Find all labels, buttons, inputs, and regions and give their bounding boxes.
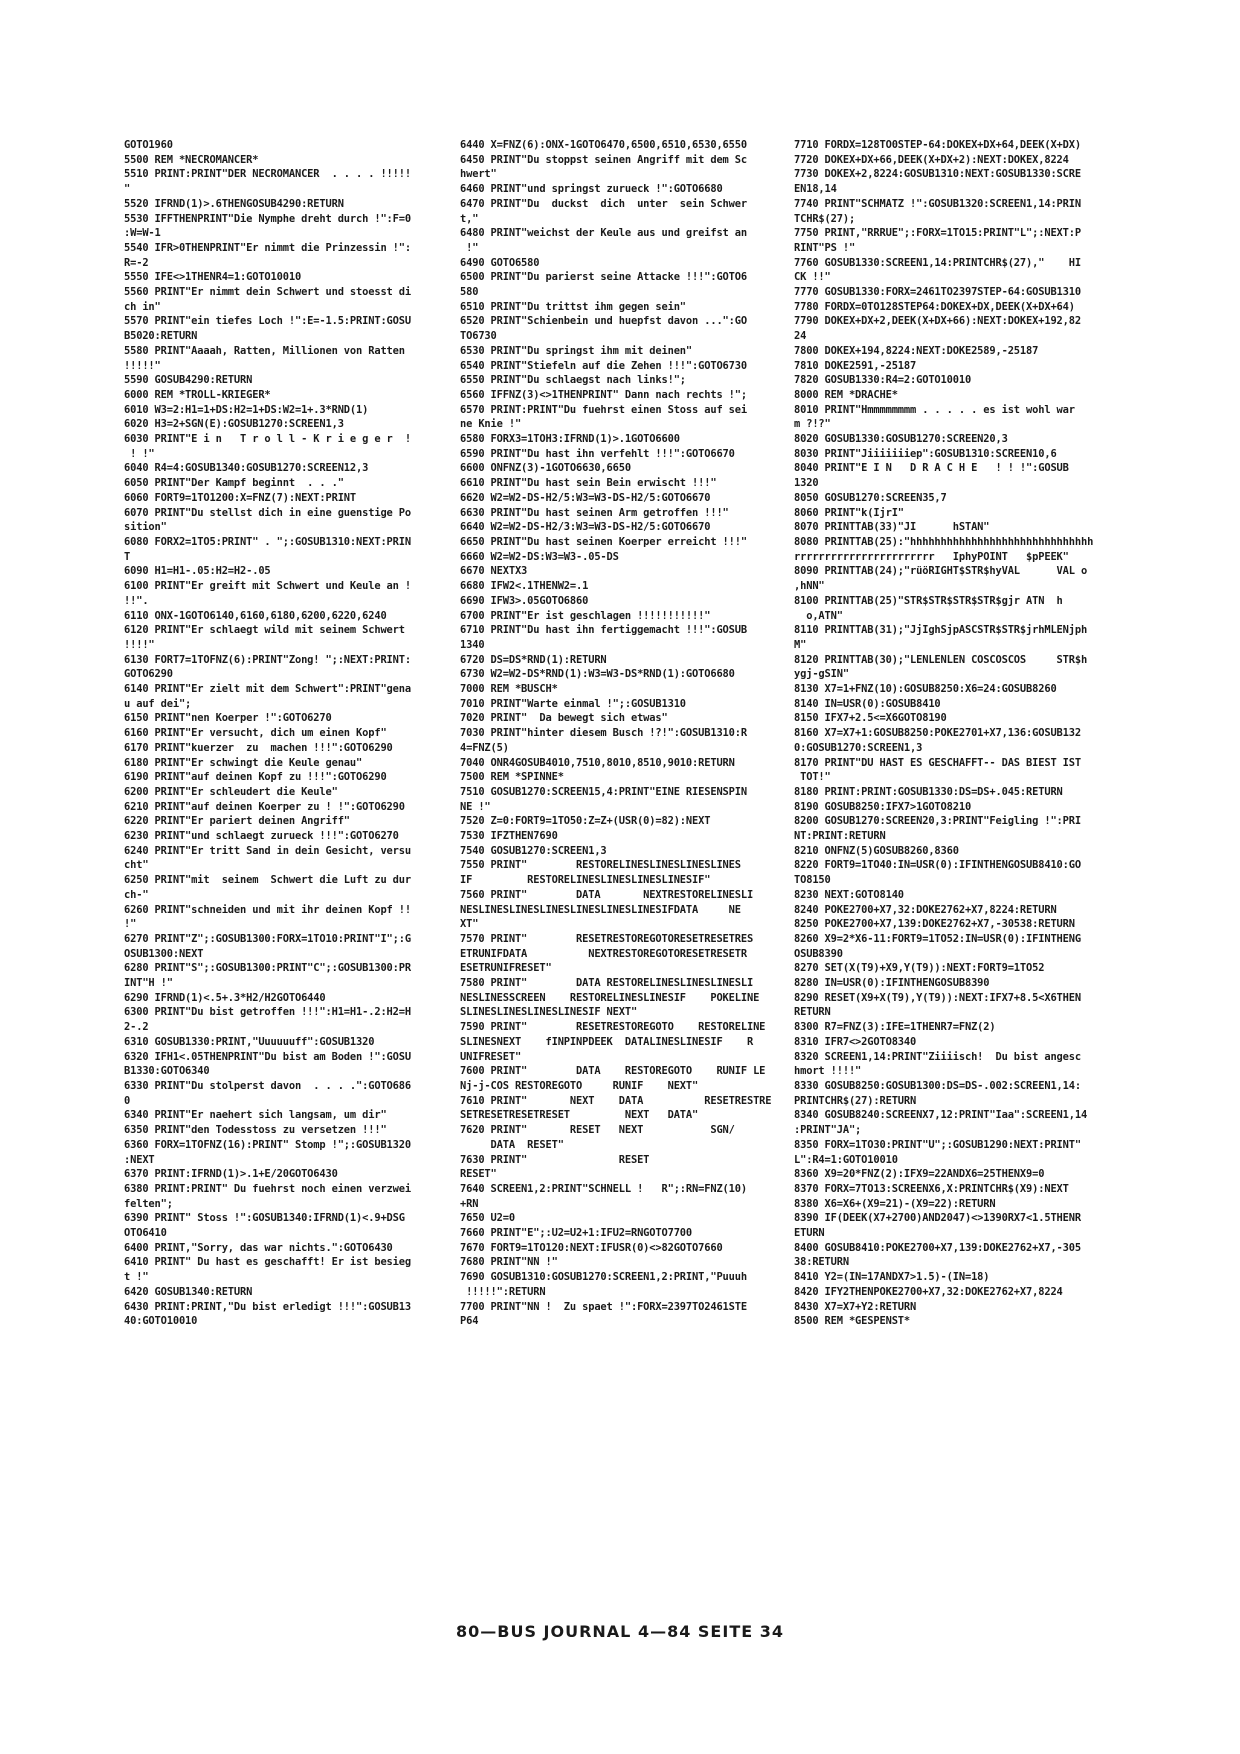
code-line: !" xyxy=(124,918,137,931)
code-line: 8190 GOSUB8250:IFX7>1GOTO8210 xyxy=(794,800,972,813)
code-line: 6240 PRINT"Er tritt Sand in dein Gesicht, versu xyxy=(124,844,411,857)
code-line: cht" xyxy=(124,859,149,872)
code-line: 6350 PRINT"den Todesstoss zu versetzen !!!" xyxy=(124,1124,387,1137)
code-line: 6140 PRINT"Er zielt mit dem Schwert":PRINT"gena xyxy=(124,683,411,696)
code-line: 6530 PRINT"Du springst ihm mit deinen" xyxy=(460,344,693,357)
code-line: 5550 IFE<>1THENR4=1:GOTO10010 xyxy=(124,271,302,284)
code-line: 5530 IFFTHENPRINT"Die Nymphe dreht durch !":F=0 xyxy=(124,212,411,225)
code-line: :W=W-1 xyxy=(124,227,161,240)
code-line: 5560 PRINT"Er nimmt dein Schwert und stoesst di xyxy=(124,286,411,299)
code-line: 6400 PRINT,"Sorry, das war nichts.":GOTO6430 xyxy=(124,1241,393,1254)
code-line: 6710 PRINT"Du hast ihn fertiggemacht !!!":GOSUB xyxy=(460,624,747,637)
code-line: 7680 PRINT"NN !" xyxy=(460,1256,558,1269)
code-line: 6150 PRINT"nen Koerper !":GOTO6270 xyxy=(124,712,332,725)
code-line: 6050 PRINT"Der Kampf beginnt . . ." xyxy=(124,477,344,490)
code-line: rrrrrrrrrrrrrrrrrrrrrrr IphyPOINT $pPEEK" xyxy=(794,550,1069,563)
code-line: t," xyxy=(460,212,479,225)
code-line: 6250 PRINT"mit seinem Schwert die Luft zu dur xyxy=(124,874,411,887)
code-line: 7530 IFZTHEN7690 xyxy=(460,830,558,843)
code-line: ,hNN" xyxy=(794,580,825,593)
code-line: 6070 PRINT"Du stellst dich in eine guenstige Po xyxy=(124,506,411,519)
code-line: ESETRUNIFRESET" xyxy=(460,962,552,975)
code-line: 8220 FORT9=1TO40:IN=USR(0):IFINTHENGOSUB8410:GO xyxy=(794,859,1081,872)
code-line: 8130 X7=1+FNZ(10):GOSUB8250:X6=24:GOSUB8260 xyxy=(794,683,1057,696)
code-line: 6430 PRINT:PRINT,"Du bist erledigt !!!":GOSUB13 xyxy=(124,1300,411,1313)
code-line: :PRINT"JA"; xyxy=(794,1124,862,1137)
code-line: ETRUNIFDATA NEXTRESTOREGOTORESETRESETR xyxy=(460,947,747,960)
code-line: TO8150 xyxy=(794,874,831,887)
code-line: 24 xyxy=(794,330,807,343)
code-line: 6090 H1=H1-.05:H2=H2-.05 xyxy=(124,565,271,578)
code-line: 6510 PRINT"Du trittst ihm gegen sein" xyxy=(460,300,686,313)
code-line: 6370 PRINT:IFRND(1)>.1+E/20GOTO6430 xyxy=(124,1168,338,1181)
code-line: EN18,14 xyxy=(794,183,837,196)
code-line: ne Knie !" xyxy=(460,418,522,431)
code-line: 6640 W2=W2-DS-H2/3:W3=W3-DS-H2/5:GOTO6670 xyxy=(460,521,711,534)
code-line: :NEXT xyxy=(124,1153,155,1166)
code-line: 6110 ONX-1GOTO6140,6160,6180,6200,6220,6240 xyxy=(124,609,387,622)
code-line: 6460 PRINT"und springst zurueck !":GOTO6680 xyxy=(460,183,723,196)
code-line: B5020:RETURN xyxy=(124,330,198,343)
code-line: hwert" xyxy=(460,168,497,181)
code-line: 8070 PRINTTAB(33)"JI hSTAN" xyxy=(794,521,990,534)
code-line: 8100 PRINTTAB(25)"STR$STR$STR$STR$gjr ATN h xyxy=(794,594,1063,607)
code-line: 8430 X7=X7+Y2:RETURN xyxy=(794,1300,917,1313)
code-line: 6610 PRINT"Du hast sein Bein erwischt !!!" xyxy=(460,477,717,490)
code-line: 8350 FORX=1TO30:PRINT"U";:GOSUB1290:NEXT:PRINT" xyxy=(794,1138,1081,1151)
code-line: +RN xyxy=(460,1197,479,1210)
code-line: 6200 PRINT"Er schleudert die Keule" xyxy=(124,785,338,798)
code-line: 580 xyxy=(460,286,479,299)
code-line: 7640 SCREEN1,2:PRINT"SCHNELL ! R";:RN=FNZ(10) xyxy=(460,1182,747,1195)
code-line: 8250 POKE2700+X7,139:DOKE2762+X7,-30538:RETURN xyxy=(794,918,1075,931)
code-line: 7520 Z=0:FORT9=1TO50:Z=Z+(USR(0)=82):NEXT xyxy=(460,815,711,828)
code-line: TOT!" xyxy=(794,771,831,784)
code-line: 8150 IFX7+2.5<=X6GOTO8190 xyxy=(794,712,947,725)
code-line: 1320 xyxy=(794,477,819,490)
code-line: 7690 GOSUB1310:GOSUB1270:SCREEN1,2:PRINT,"Puuuh xyxy=(460,1271,747,1284)
code-line: 8110 PRINTTAB(31);"JjIghSjpASCSTR$STR$jrhMLENjph xyxy=(794,624,1088,637)
code-line: 6470 PRINT"Du duckst dich unter sein Schwer xyxy=(460,197,747,210)
code-line: 6330 PRINT"Du stolperst davon . . . .":GOTO686 xyxy=(124,1080,411,1092)
code-line: 6570 PRINT:PRINT"Du fuehrst einen Stoss auf sei xyxy=(460,403,747,416)
code-line: 6170 PRINT"kuerzer zu machen !!!":GOTO6290 xyxy=(124,741,393,754)
listing-column-2 xyxy=(460,138,800,1329)
code-line: 7660 PRINT"E";:U2=U2+1:IFU2=RNGOTO7700 xyxy=(460,1227,693,1240)
code-line: 1340 xyxy=(460,638,485,651)
code-line: 7670 FORT9=1TO120:NEXT:IFUSR(0)<>82GOTO7660 xyxy=(460,1241,723,1254)
code-line: 6520 PRINT"Schienbein und huepfst davon ...":GO xyxy=(460,315,747,328)
code-line: 6230 PRINT"und schlaegt zurueck !!!":GOTO6270 xyxy=(124,830,399,843)
code-line: 8320 SCREEN1,14:PRINT"Ziiiisch! Du bist angesc xyxy=(794,1050,1081,1063)
code-line: 7770 GOSUB1330:FORX=2461TO2397STEP-64:GOSUB1310 xyxy=(794,286,1081,299)
code-line: u auf dei"; xyxy=(124,697,192,710)
code-line: 6560 IFFNZ(3)<>1THENPRINT" Dann nach rechts !"; xyxy=(460,388,747,401)
code-line: 6030 PRINT"E i n T r o l l - K r i e g e r ! xyxy=(124,433,411,446)
code-line: 38:RETURN xyxy=(794,1256,849,1269)
code-line: 8380 X6=X6+(X9=21)-(X9=22):RETURN xyxy=(794,1197,996,1210)
code-line: 6290 IFRND(1)<.5+.3*H2/H2GOTO6440 xyxy=(124,991,326,1004)
code-line: 7800 DOKEX+194,8224:NEXT:DOKE2589,-25187 xyxy=(794,344,1039,357)
code-line: L":R4=1:GOTO10010 xyxy=(794,1153,898,1166)
code-line: 6630 PRINT"Du hast seinen Arm getroffen !!!" xyxy=(460,506,729,519)
code-line: 5520 IFRND(1)>.6THENGOSUB4290:RETURN xyxy=(124,197,344,210)
code-line: PRINTCHR$(27):RETURN xyxy=(794,1094,917,1107)
code-line: 7560 PRINT" DATA NEXTRESTORELINESLI xyxy=(460,888,754,901)
code-line: 6390 PRINT" Stoss !":GOSUB1340:IFRND(1)<.9+DSG xyxy=(124,1212,405,1225)
code-line: 8160 X7=X7+1:GOSUB8250:POKE2701+X7,136:GOSUB132 xyxy=(794,727,1081,740)
code-line: Nj-j-COS RESTOREGOTO RUNIF NEXT" xyxy=(460,1080,699,1092)
code-line: 0:GOSUB1270:SCREEN1,3 xyxy=(794,741,923,754)
code-line: B1330:GOTO6340 xyxy=(124,1065,210,1078)
code-line: !!!!" xyxy=(124,638,155,651)
code-line: 6580 FORX3=1TOH3:IFRND(1)>.1GOTO6600 xyxy=(460,433,680,446)
code-line: NESLINESSCREEN RESTORELINESLINESIF POKELINE xyxy=(460,991,760,1004)
code-line: 6680 IFW2<.1THENW2=.1 xyxy=(460,580,589,593)
code-line: ch in" xyxy=(124,300,161,313)
code-line: 6020 H3=2+SGN(E):GOSUB1270:SCREEN1,3 xyxy=(124,418,344,431)
code-line: " xyxy=(124,183,131,196)
code-line: SETRESETRESETRESET NEXT DATA" xyxy=(460,1109,699,1122)
code-line: 6420 GOSUB1340:RETURN xyxy=(124,1285,253,1298)
code-line: o,ATN" xyxy=(794,609,843,622)
code-line: 6180 PRINT"Er schwingt die Keule genau" xyxy=(124,756,363,769)
code-line: 7820 GOSUB1330:R4=2:GOTO10010 xyxy=(794,374,972,387)
code-line: 6410 PRINT" Du hast es geschafft! Er ist besieg xyxy=(124,1256,411,1269)
code-line: 7650 U2=0 xyxy=(460,1212,515,1225)
code-line: 8290 RESET(X9+X(T9),Y(T9)):NEXT:IFX7+8.5<X6THEN xyxy=(794,991,1081,1004)
code-line: 6480 PRINT"weichst der Keule aus und greifst an xyxy=(460,227,747,240)
code-line: NT:PRINT:RETURN xyxy=(794,830,886,843)
code-line: 6260 PRINT"schneiden und mit ihr deinen Kopf !! xyxy=(124,903,411,916)
code-line: TCHR$(27); xyxy=(794,212,856,225)
code-line: ch-" xyxy=(124,888,149,901)
code-line: 6010 W3=2:H1=1+DS:H2=1+DS:W2=1+.3*RND(1) xyxy=(124,403,369,416)
code-line: 8210 ONFNZ(5)GOSUB8260,8360 xyxy=(794,844,959,857)
code-line: 0 xyxy=(124,1094,131,1107)
code-line: 5510 PRINT:PRINT"DER NECROMANCER . . . . !!!!! xyxy=(124,168,411,181)
code-line: 7700 PRINT"NN ! Zu spaet !":FORX=2397TO2461STE xyxy=(460,1300,747,1313)
listing-column-3 xyxy=(794,138,1134,1329)
code-line: 40:GOTO10010 xyxy=(124,1315,198,1328)
code-line: 6210 PRINT"auf deinen Koerper zu ! !":GOTO6290 xyxy=(124,800,405,813)
code-line: t !" xyxy=(124,1271,149,1284)
listing-column-1 xyxy=(124,138,464,1329)
code-line: 6690 IFW3>.05GOTO6860 xyxy=(460,594,589,607)
code-line: 7780 FORDX=0TO128STEP64:DOKEX+DX,DEEK(X+DX+64) xyxy=(794,300,1075,313)
code-line: 8090 PRINTTAB(24);"rüöRIGHT$STR$hyVAL VAL o xyxy=(794,565,1088,578)
code-line: 7540 GOSUB1270:SCREEN1,3 xyxy=(460,844,607,857)
code-line: sition" xyxy=(124,521,167,534)
code-line: 5580 PRINT"Aaaah, Ratten, Millionen von Ratten xyxy=(124,344,405,357)
code-line: 8300 R7=FNZ(3):IFE=1THENR7=FNZ(2) xyxy=(794,1021,996,1034)
code-line: 6100 PRINT"Er greift mit Schwert und Keule an ! xyxy=(124,580,411,593)
code-line: 6300 PRINT"Du bist getroffen !!!":H1=H1-.2:H2=H xyxy=(124,1006,411,1019)
code-line: 8240 POKE2700+X7,32:DOKE2762+X7,8224:RETURN xyxy=(794,903,1057,916)
code-line: OTO6410 xyxy=(124,1227,167,1240)
code-line: NESLINESLINESLINESLINESLINESLINESIFDATA NE xyxy=(460,903,741,916)
code-line: m ?!?" xyxy=(794,418,831,431)
code-line: T xyxy=(124,550,131,563)
code-line: 7500 REM *SPINNE* xyxy=(460,771,564,784)
code-line: 6270 PRINT"Z";:GOSUB1300:FORX=1TO10:PRINT"I";:G xyxy=(124,932,411,945)
code-line: 6700 PRINT"Er ist geschlagen !!!!!!!!!!!" xyxy=(460,609,711,622)
code-line: 6500 PRINT"Du parierst seine Attacke !!!":GOTO6 xyxy=(460,271,747,284)
code-line: GOTO1960 xyxy=(124,139,173,151)
code-line: 7020 PRINT" Da bewegt sich etwas" xyxy=(460,712,668,725)
code-line: 6080 FORX2=1TO5:PRINT" . ";:GOSUB1310:NEXT:PRIN xyxy=(124,535,411,548)
code-line: 8040 PRINT"E I N D R A C H E ! ! !":GOSUB xyxy=(794,462,1069,475)
code-line: 7510 GOSUB1270:SCREEN15,4:PRINT"EINE RIESENSPIN xyxy=(460,785,747,798)
code-line: INT"H !" xyxy=(124,977,173,990)
code-line: ! !" xyxy=(124,447,155,460)
code-line: 7570 PRINT" RESETRESTOREGOTORESETRESETRES xyxy=(460,932,754,945)
code-line: hmort !!!!" xyxy=(794,1065,862,1078)
code-line: 6490 GOTO6580 xyxy=(460,256,540,269)
code-line: 6120 PRINT"Er schlaegt wild mit seinem Schwert xyxy=(124,624,405,637)
code-line: 7710 FORDX=128TO0STEP-64:DOKEX+DX+64,DEEK(X+DX) xyxy=(794,139,1081,151)
code-line: RETURN xyxy=(794,1006,831,1019)
code-line: 6670 NEXTX3 xyxy=(460,565,528,578)
code-line: RINT"PS !" xyxy=(794,241,856,254)
code-line: 6590 PRINT"Du hast ihn verfehlt !!!":GOTO6670 xyxy=(460,447,735,460)
code-line: 7630 PRINT" RESET xyxy=(460,1153,650,1166)
code-line: 6730 W2=W2-DS*RND(1):W3=W3-DS*RND(1):GOTO6680 xyxy=(460,668,735,681)
code-line: 6310 GOSUB1330:PRINT,"Uuuuuuff":GOSUB1320 xyxy=(124,1035,375,1048)
code-line: 6190 PRINT"auf deinen Kopf zu !!!":GOTO6290 xyxy=(124,771,387,784)
code-line: 8370 FORX=7TO13:SCREENX6,X:PRINTCHR$(X9):NEXT xyxy=(794,1182,1069,1195)
code-line: 6720 DS=DS*RND(1):RETURN xyxy=(460,653,607,666)
code-line: 6380 PRINT:PRINT" Du fuehrst noch einen verzwei xyxy=(124,1182,411,1195)
code-line: GOTO6290 xyxy=(124,668,173,681)
code-line: 8280 IN=USR(0):IFINTHENGOSUB8390 xyxy=(794,977,990,990)
code-line: 8270 SET(X(T9)+X9,Y(T9)):NEXT:FORT9=1TO52 xyxy=(794,962,1045,975)
code-line: 8000 REM *DRACHE* xyxy=(794,388,898,401)
code-line: 7810 DOKE2591,-25187 xyxy=(794,359,917,372)
code-line: IF RESTORELINESLINESLINESLINESIF" xyxy=(460,874,711,887)
code-line: OSUB1300:NEXT xyxy=(124,947,204,960)
code-line: CK !!" xyxy=(794,271,831,284)
code-line: 6360 FORX=1TOFNZ(16):PRINT" Stomp !";:GOSUB1320 xyxy=(124,1138,411,1151)
code-line: TO6730 xyxy=(460,330,497,343)
code-line: 4=FNZ(5) xyxy=(460,741,509,754)
code-line: 8500 REM *GESPENST* xyxy=(794,1315,911,1328)
code-line: 6550 PRINT"Du schlaegst nach links!"; xyxy=(460,374,686,387)
code-line: !" xyxy=(460,241,479,254)
code-line: 7730 DOKEX+2,8224:GOSUB1310:NEXT:GOSUB1330:SCRE xyxy=(794,168,1081,181)
code-line: 7550 PRINT" RESTORELINESLINESLINESLINES xyxy=(460,859,741,872)
code-line: 8180 PRINT:PRINT:GOSUB1330:DS=DS+.045:RETURN xyxy=(794,785,1063,798)
code-line: 5500 REM *NECROMANCER* xyxy=(124,153,259,166)
code-line: 8360 X9=20*FNZ(2):IFX9=22ANDX6=25THENX9=0 xyxy=(794,1168,1045,1181)
code-line: 7720 DOKEX+DX+66,DEEK(X+DX+2):NEXT:DOKEX,8224 xyxy=(794,153,1069,166)
code-line: 7760 GOSUB1330:SCREEN1,14:PRINTCHR$(27)," HI xyxy=(794,256,1081,269)
code-line: 6000 REM *TROLL-KRIEGER* xyxy=(124,388,271,401)
code-line: M" xyxy=(794,638,807,651)
code-line: !!!!!":RETURN xyxy=(460,1285,546,1298)
code-line: RESET" xyxy=(460,1168,497,1181)
code-line: 8260 X9=2*X6-11:FORT9=1TO52:IN=USR(0):IFINTHENG xyxy=(794,932,1081,945)
code-line: 2-.2 xyxy=(124,1021,149,1034)
code-line: DATA RESET" xyxy=(460,1138,564,1151)
code-line: 6040 R4=4:GOSUB1340:GOSUB1270:SCREEN12,3 xyxy=(124,462,369,475)
code-line: 7010 PRINT"Warte einmal !";:GOSUB1310 xyxy=(460,697,686,710)
code-line: P64 xyxy=(460,1315,479,1328)
code-line: 8050 GOSUB1270:SCREEN35,7 xyxy=(794,491,947,504)
code-line: R=-2 xyxy=(124,256,149,269)
code-line: 7030 PRINT"hinter diesem Busch !?!":GOSUB1310:R xyxy=(460,727,747,740)
page-footer: 80—BUS JOURNAL 4—84 SEITE 34 xyxy=(455,1622,784,1641)
code-line: 5540 IFR>0THENPRINT"Er nimmt die Prinzessin !": xyxy=(124,241,411,254)
code-line: 8020 GOSUB1330:GOSUB1270:SCREEN20,3 xyxy=(794,433,1008,446)
code-line: 6620 W2=W2-DS-H2/5:W3=W3-DS-H2/5:GOTO6670 xyxy=(460,491,711,504)
code-line: UNIFRESET" xyxy=(460,1050,522,1063)
code-line: 8390 IF(DEEK(X7+2700)AND2047)<>1390RX7<1.5THENR xyxy=(794,1212,1081,1225)
code-line: 7740 PRINT"SCHMATZ !":GOSUB1320:SCREEN1,14:PRIN xyxy=(794,197,1081,210)
code-line: 6060 FORT9=1TO1200:X=FNZ(7):NEXT:PRINT xyxy=(124,491,357,504)
code-line: 6220 PRINT"Er pariert deinen Angriff" xyxy=(124,815,350,828)
code-line: OSUB8390 xyxy=(794,947,843,960)
code-line: 7790 DOKEX+DX+2,DEEK(X+DX+66):NEXT:DOKEX+192,82 xyxy=(794,315,1081,328)
code-line: 6340 PRINT"Er naehert sich langsam, um dir" xyxy=(124,1109,387,1122)
code-line: 6320 IFH1<.05THENPRINT"Du bist am Boden !":GOSU xyxy=(124,1050,411,1063)
code-line: 8060 PRINT"k(IjrI" xyxy=(794,506,904,519)
code-line: !!!!!" xyxy=(124,359,161,372)
code-line: 7000 REM *BUSCH* xyxy=(460,683,558,696)
code-line: 7600 PRINT" DATA RESTOREGOTO RUNIF LE xyxy=(460,1065,766,1078)
code-line: 7590 PRINT" RESETRESTOREGOTO RESTORELINE xyxy=(460,1021,766,1034)
code-line: SLINESNEXT fINPINPDEEK DATALINESLINESIF R xyxy=(460,1035,754,1048)
code-line: XT" xyxy=(460,918,479,931)
code-line: 8340 GOSUB8240:SCREENX7,12:PRINT"Iaa":SCREEN1,14 xyxy=(794,1109,1088,1122)
code-line: 7040 ONR4GOSUB4010,7510,8010,8510,9010:RETURN xyxy=(460,756,735,769)
code-line: 8230 NEXT:GOTO8140 xyxy=(794,888,904,901)
code-line: 8140 IN=USR(0):GOSUB8410 xyxy=(794,697,941,710)
code-line: 8120 PRINTTAB(30);"LENLENLEN COSCOSCOS STR$h xyxy=(794,653,1088,666)
code-line: NE !" xyxy=(460,800,491,813)
code-line: 8410 Y2=(IN=17ANDX7>1.5)-(IN=18) xyxy=(794,1271,990,1284)
code-line: 8330 GOSUB8250:GOSUB1300:DS=DS-.002:SCREEN1,14: xyxy=(794,1080,1081,1092)
code-line: 6660 W2=W2-DS:W3=W3-.05-DS xyxy=(460,550,619,563)
code-line: 7610 PRINT" NEXT DATA RESETRESTRE xyxy=(460,1094,772,1107)
code-line: ETURN xyxy=(794,1227,825,1240)
code-line: 8080 PRINTTAB(25):"hhhhhhhhhhhhhhhhhhhhhhhhhhhhhh xyxy=(794,535,1094,548)
code-line: 8170 PRINT"DU HAST ES GESCHAFFT-- DAS BIEST IST xyxy=(794,756,1081,769)
code-line: 8420 IFY2THENPOKE2700+X7,32:DOKE2762+X7,8224 xyxy=(794,1285,1063,1298)
code-line: 5590 GOSUB4290:RETURN xyxy=(124,374,253,387)
code-line: 7580 PRINT" DATA RESTORELINESLINESLINESLI xyxy=(460,977,754,990)
code-line: 6600 ONFNZ(3)-1GOTO6630,6650 xyxy=(460,462,631,475)
code-line: ygj-gSIN" xyxy=(794,668,849,681)
code-line: SLINESLINESLINESLINESIF NEXT" xyxy=(460,1006,638,1019)
code-line: 6450 PRINT"Du stoppst seinen Angriff mit dem Sc xyxy=(460,153,747,166)
code-line: 7750 PRINT,"RRRUE";:FORX=1TO15:PRINT"L";:NEXT:P xyxy=(794,227,1081,240)
code-line: 6280 PRINT"S";:GOSUB1300:PRINT"C";:GOSUB1300:PR xyxy=(124,962,411,975)
code-line: 8010 PRINT"Hmmmmmmmm . . . . . es ist wohl war xyxy=(794,403,1075,416)
code-line: 5570 PRINT"ein tiefes Loch !":E=-1.5:PRINT:GOSU xyxy=(124,315,411,328)
code-line: !!". xyxy=(124,594,149,607)
code-line: 7620 PRINT" RESET NEXT SGN/ xyxy=(460,1124,735,1137)
code-line: 6440 X=FNZ(6):ONX-1GOTO6470,6500,6510,6530,6550 xyxy=(460,139,747,151)
code-line: 6540 PRINT"Stiefeln auf die Zehen !!!":GOTO6730 xyxy=(460,359,747,372)
code-line: 8200 GOSUB1270:SCREEN20,3:PRINT"Feigling !":PRI xyxy=(794,815,1081,828)
code-line: 8400 GOSUB8410:POKE2700+X7,139:DOKE2762+X7,-305 xyxy=(794,1241,1081,1254)
code-line: felten"; xyxy=(124,1197,173,1210)
code-line: 8310 IFR7<>2GOTO8340 xyxy=(794,1035,917,1048)
code-line: 8030 PRINT"Jiiiiiiiep":GOSUB1310:SCREEN10,6 xyxy=(794,447,1057,460)
code-line: 6130 FORT7=1TOFNZ(6):PRINT"Zong! ";:NEXT:PRINT: xyxy=(124,653,411,666)
code-line: 6160 PRINT"Er versucht, dich um einen Kopf" xyxy=(124,727,387,740)
code-line: 6650 PRINT"Du hast seinen Koerper erreicht !!!" xyxy=(460,535,747,548)
